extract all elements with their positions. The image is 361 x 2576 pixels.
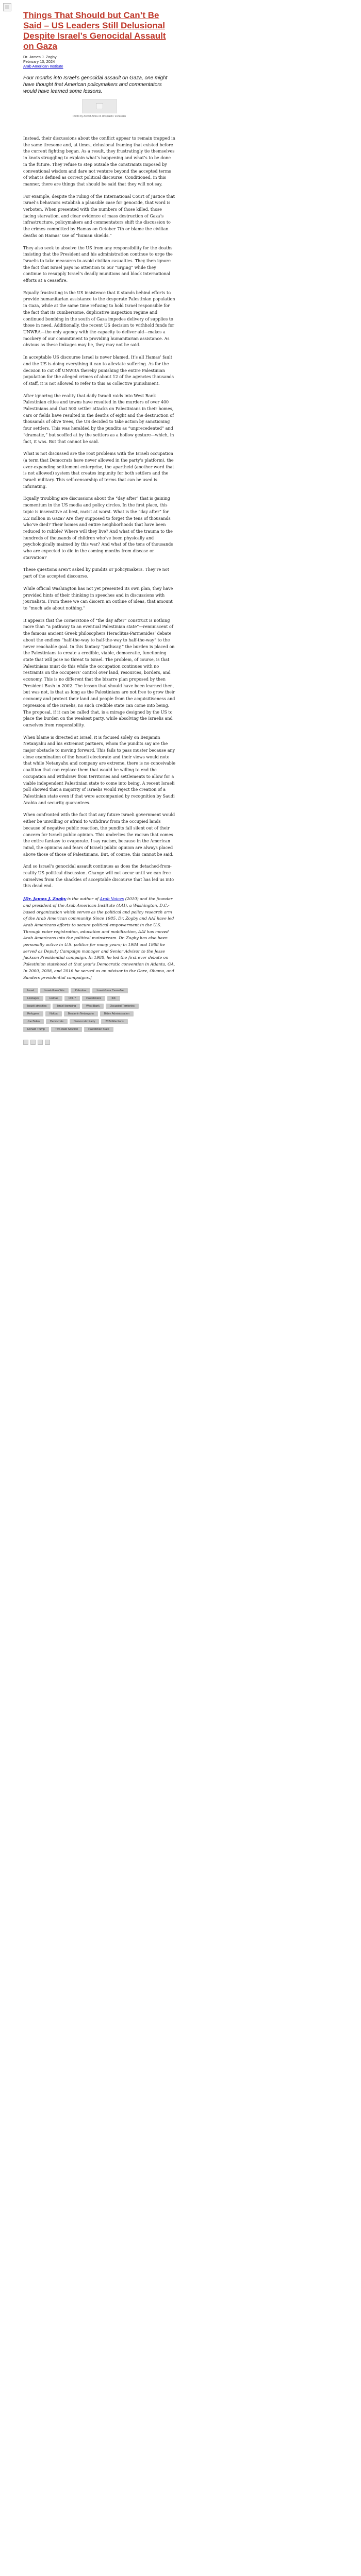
tag-chip[interactable]: Joe Biden [23,1019,44,1024]
paragraph: For example, despite the ruling of the International Court of Justice that Israel’s behaviors establish a plausible case for genocide, that word is verboten. When presented with the numbers of those killed, those facing starvation, and clear evidence of mass destruction of Gaza’s infrastructure, policymakers and commentators shift the discussion to the crimes committed by Hamas on October 7th or blame the civilian deaths on Hamas’ use of “human shields.” [23,194,175,238]
email-icon[interactable] [38,1040,43,1045]
paragraph: While official Washington has not yet presented its own plan, they have provided hints of their thinking in speeches and in discussions with journalists. From these we can discern an outline of ideas, that amount to “much ado about nothing.” [23,586,173,611]
tag-chip[interactable]: Palestinians [82,996,105,1001]
tag-chip[interactable]: Refugees [23,1011,43,1016]
tag-chip[interactable]: Israeli atrocities [23,1004,51,1009]
author-bio [23,896,175,981]
tag-chip[interactable]: Democrats [46,1019,68,1024]
paragraph: After ignoring the reality that daily Israeli raids into West Bank Palestinian cities and towns have resulted in the murders of over 400 Palestinians and that 500 settler attacks on Palestinians in their homes, cars or fields have resulted in the deaths of eight and the destruction of thousands of olive trees, the US decided to take action by sanctioning four settlers. This was heralded by the pundits as “unprecedented” and “dramatic,” but scoffed at by the settlers as a hollow gesture—which, in fact, it was. But that cannot be said. [23,393,174,444]
facebook-icon[interactable] [23,1040,28,1045]
tag-chip[interactable]: Hostages [23,996,43,1001]
tag-chip[interactable]: Nakba [45,1011,62,1016]
tag-chip[interactable]: Palestine [71,988,90,993]
paragraph: Equally troubling are discussions about the “day after” that is gaining momentum in the US media and policy circles. In the first place, this topic is insensitive at best, racist at worst. What is the “day after” for 2.2 million in Gaza? Are they supposed to forget the tens of thousands who’ve died? Their homes and entire neighborhoods that have been reduced to rubble? Where will they live? And what of the trauma to the hundreds of thousands of children who’ve been physically and psychologically maimed by this war? And what of the tens of thousands who are expected to die in the coming months from disease or starvation? [23,496,173,560]
bio-book-link[interactable]: Arab Voices [100,896,124,902]
paragraph: Equally frustrating is the US insistence that it stands behind efforts to provide humanitarian assistance to the desperate Palestinian population in Gaza, while at the same time refusing to hold Israel responsible for the fact that its cumbersome, duplicative inspection regime and continued bombing in the south of Gaza impedes delivery of supplies to those in need. Additionally, the recent US decision to withhold funds for UNWRA—the only agency with the capacity to deliver aid—makes a mockery of our commitment to providing humanitarian assistance. As obvious as these linkages may be, they may not be said. [23,290,175,348]
bio-text-2: (2010) and the founder and president of the Arab American Institute (AAI), a Washington, D.C.-based organization which serves as the political and policy research arm of the Arab American community. Since 1985, Dr. Zogby and AAI have led Arab Americans efforts to secure political empowerment in the U.S. Through voter registration, education and mobilization, AAI has moved Arab Americans into the political mainstream. Dr. Zogby has also been personally active in U.S. politics for many years; in 1984 and 1988 he served as Deputy Campaign manager and Senior Advisor to the Jesse Jackson Presidential campaign. In 1988, he led the first ever debate on Palestinian statehood at that year’s Democratic convention in Atlanta, GA. In 2000, 2008, and 2016 he served as an advisor to the Gore, Obama, and Sanders presidential campaigns.] [23,896,175,980]
tag-chip[interactable]: Israeli bombing [53,1004,80,1009]
paragraph: When blame is directed at Israel, it is focused solely on Benjamin Netanyahu and his extremist partners, whom the pundits say are the major obstacle to moving forward. This fails to pass muster because any close examination of the Israeli electorate and their views would note that while Netanyahu and company are extreme, there is no conceivable coalition that can replace them that would be willing to end the occupation and withdraw from territories and settlements to allow for a viable independent Palestinian state to come into being. A recent Israeli poll showed that a majority of Israelis would reject the creation of a Palestinian state even if that were accompanied by recognition by Saudi Arabia and security guarantees. [23,735,176,805]
tag-chip[interactable]: Benjamin Netanyahu [64,1011,98,1016]
paragraph: Instead, their discussions about the conflict appear to remain trapped in the same tiresome and, at times, delusional framing that existed before the current fighting began. As a result, they frustratingly tie themselves in knots struggling to explain what’s happening and what’s to be done in the future. They refuse to step outside the constraints imposed by conventional wisdom and dare not venture beyond the accepted terms of what is defined as correct political discourse. Conditioned, in this manner, there are things that should be said that they will not say. [23,136,175,187]
paragraph: What is not discussed are the root problems with the Israeli occupation (a term that Democrats have never allowed in the party’s platform), the ever-expanding settlement enterprise, the apartheid (another word that is not allowed) system that creates impunity for both settlers and the Israeli military. This self-censorship of terms that can be used is infuriating. [23,451,174,489]
tag-chip[interactable]: Two-state Solution [51,1027,82,1032]
article [23,10,175,1045]
tag-chip[interactable]: Israel-Gaza Ceasefire [92,988,127,993]
paragraph: These questions aren’t asked by pundits or policymakers. They’re not part of the accepted discourse. [23,567,169,579]
twitter-icon[interactable] [30,1040,36,1045]
photo-caption: Photo by Ashraf Amra on Unsplash / Ziviasaku [73,115,126,118]
tag-chip[interactable]: Israel [23,988,38,993]
paragraph: And so Israel’s genocidal assault continues as does the detached-from-reality US political discussion. Change will not occur until we can free ourselves from the shackles of acceptable discourse that has led us into this dead end. [23,864,174,889]
article-meta [23,55,175,69]
tag-chip[interactable]: Donald Trump [23,1027,49,1032]
print-icon[interactable] [45,1040,50,1045]
author-name: Dr. James J. Zogby [23,55,57,59]
bio-text-1: is the author of [66,896,100,902]
tag-chip[interactable]: Israel-Gaza War [40,988,69,993]
paragraph: In acceptable US discourse Israel is never blamed. It’s all Hamas’ fault and the US is doing everything it can to alleviate suffering. As for the decision to cut off UNWRA thereby punishing the entire Palestinian population for the alleged crimes of about 12 of the agencies thousands of staff, it is not allowed to refer to this as collective punishment. [23,355,174,386]
bio-author-link[interactable]: [Dr. James J. Zogby [23,896,67,902]
org-link[interactable]: Arab American Institute [23,64,63,69]
paragraph: It appears that the cornerstone of “the day after” construct is nothing more than “a pathway to an eventual Palestinian state”—reminiscent of the famous ancient Greek philosophers Heraclitus-Parmenides’ debate about the endless “half-the-way to half-the-way to half-the-way” to the never reachable goal. In this fantasy “pathway,” the burden is placed on the Palestinians to create a credible, viable, democratic, functioning state that will pose no threat to Israel. The problem, of course, is that Palestinians must do this while the occupation continues with no restraints on the occupiers’ control over land, resources, borders, and economy. This is no different that the bizarre plan proposed by then President Bush in 2002. The lesson that should have been learned then, but was not, is that as long as the Palestinians are not free to grow their economy and protect their land and people from the acquisitiveness and repression of the Israelis, no such credible state can come into being. The proposal, if it can be called that, is a mirage designed by the US to place the burden on the weakest party, while absolving the Israelis and ourselves from responsibility. [23,618,175,727]
article-lead: Four months into Israel’s genocidal assault on Gaza, one might have thought that American policymakers and commentators would have learned some lessons. [23,75,168,94]
image-placeholder-icon [3,3,11,11]
paragraph: They also seek to absolve the US from any responsibility for the deaths insisting that the President and his administration continue to urge the Israelis to take measures to avoid civilian casualties. They then ignore the fact that Israel pays no attention to our “urging” while they continue to resupply Israel’s deadly munitions and block international efforts at a ceasefire. [23,245,173,283]
tag-chip[interactable]: IDF [107,996,120,1001]
tag-chip[interactable]: Hamas [45,996,62,1001]
tag-chip[interactable]: 2024 Elections [101,1019,127,1024]
tag-chip[interactable]: Oct. 7 [64,996,80,1001]
tag-chip[interactable]: Biden Administration [100,1011,134,1016]
tag-chip[interactable]: Democratic Party [70,1019,99,1024]
article-title[interactable]: Things That Should but Can’t Be Said – US Leaders Still Delusional Despite Israel’s Genocidal Assault on Gaza [23,10,166,51]
article-body [23,135,175,890]
publish-date: February 10, 2024 [23,59,55,64]
tag-chip[interactable]: Occupied Territories [106,1004,139,1009]
tag-chip[interactable]: Palestinian State [84,1027,113,1032]
tag-list [23,988,144,1035]
paragraph: When confronted with the fact that any future Israeli government would either be unwilling or afraid to withdraw from the occupied lands because of negative public reaction, the pundits fall silent out of their concern for Israeli public opinion. This underlies the racism that comes the entire fantasy to evaporate. I say racism, because in the American mind, the opinions and fears of Israeli public opinion are always placed above those of those of Palestinians. But, of course, this cannot be said. [23,812,175,857]
hero-image [82,99,117,113]
share-row [23,1040,175,1045]
tag-chip[interactable]: West Bank [82,1004,104,1009]
